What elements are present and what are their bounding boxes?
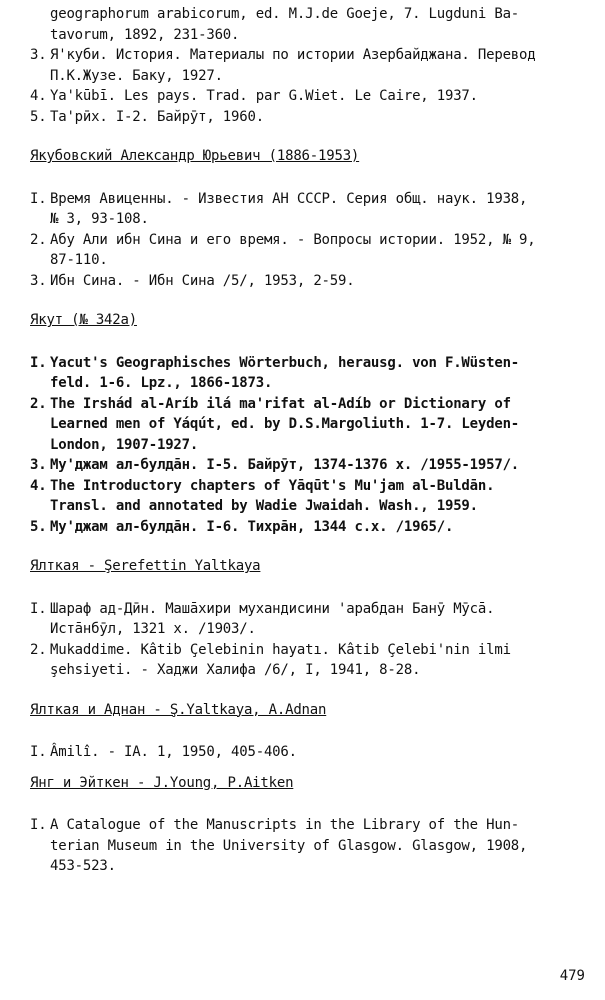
entry-line: Ибн Сина. - Ибн Сина /5/, 1953, 2-59. bbox=[50, 272, 355, 289]
entry-line: Âmilî. - IA. 1, 1950, 405-406. bbox=[50, 744, 297, 760]
entry-line: Му'джам ал-булдāн. I-5. Байрӯт, 1374-1376 х. /1955-1957/. bbox=[50, 457, 520, 473]
entry-line: geographorum arabicorum, ed. M.J.de Goeje, 7. Lugduni Ba- bbox=[50, 6, 520, 22]
entry-number: I. bbox=[30, 817, 47, 833]
entry-number: 2. bbox=[30, 641, 47, 658]
author-section bbox=[30, 773, 595, 877]
entry-line: Ya'kūbī. Les pays. Trad. par G.Wiet. Le Caire, 1937. bbox=[50, 88, 478, 104]
entry-line: Время Авиценны. - Известия АН СССР. Серия общ. наук. 1938, bbox=[50, 190, 528, 207]
author-heading: Ялткая и Аднан - Ş.Yaltkaya, A.Adnan bbox=[30, 701, 327, 718]
entry-number: 4. bbox=[30, 88, 47, 104]
entry-line: şehsiyeti. - Хаджи Халифа /6/, I, 1941, 8-28. bbox=[50, 662, 421, 678]
entry-line: Mukaddime. Kâtib Çelebinin hayatı. Kâtib Çelebi'nin ilmi bbox=[50, 641, 511, 658]
author-section bbox=[30, 556, 595, 681]
entry-line: London, 1907-1927. bbox=[50, 436, 199, 453]
entry-number: 3. bbox=[30, 457, 47, 473]
author-heading: Янг и Эйткен - J.Young, P.Aitken bbox=[30, 774, 294, 791]
author-section bbox=[30, 310, 595, 537]
bib-entry bbox=[30, 107, 595, 128]
bib-entry bbox=[30, 271, 595, 292]
entry-line: Му'джам ал-булдāн. I-6. Тихрāн, 1344 с.х. /1965/. bbox=[50, 518, 454, 535]
bib-entry bbox=[30, 189, 595, 230]
entry-line: Абу Али ибн Сина и его время. - Вопросы истории. 1952, № 9, bbox=[50, 231, 536, 248]
bib-entry bbox=[30, 45, 595, 86]
bib-entry bbox=[30, 86, 595, 107]
bib-entry bbox=[30, 230, 595, 271]
bib-entry bbox=[30, 476, 595, 517]
bibliography-page bbox=[30, 4, 595, 877]
author-section bbox=[30, 146, 595, 291]
entry-number: 5. bbox=[30, 108, 47, 125]
bib-entry bbox=[30, 517, 595, 538]
entry-line: Я'куби. История. Материалы по истории Азербайджана. Перевод bbox=[50, 47, 536, 63]
entry-line: Transl. and annotated by Wadie Jwaidah. Wash., 1959. bbox=[50, 498, 478, 514]
entry-line: Yacut's Geographisches Wörterbuch, herausg. von F.Wüsten- bbox=[50, 354, 520, 371]
entry-number: 3. bbox=[30, 47, 47, 63]
author-heading: Якубовский Александр Юрьевич (1886-1953) bbox=[30, 148, 360, 164]
entry-line: Шараф ад-Дӣн. Машāхири мухандисини 'арабдан Банӯ Мӯсā. bbox=[50, 600, 495, 617]
entry-line: 87-110. bbox=[50, 252, 108, 268]
entry-line: Learned men of Yáqút, ed. by D.S.Margoliuth. 1-7. Leyden- bbox=[50, 416, 520, 432]
bib-entry bbox=[30, 599, 595, 640]
entry-number: 3. bbox=[30, 272, 47, 289]
entry-number: I. bbox=[30, 190, 47, 207]
entry-line: tavorum, 1892, 231-360. bbox=[50, 26, 240, 43]
bib-entry bbox=[30, 640, 595, 681]
entry-line: A Catalogue of the Manuscripts in the Library of the Hun- bbox=[50, 817, 520, 833]
page-number: 479 bbox=[559, 968, 585, 984]
entry-line: feld. 1-6. Lpz., 1866-1873. bbox=[50, 375, 273, 391]
entry-line: The Irshád al-Aríb ilá ma'rifat al-Adíb or Dictionary of bbox=[50, 395, 511, 412]
bib-entry bbox=[30, 353, 595, 394]
bib-entry-continued bbox=[30, 4, 595, 45]
author-heading: Ялткая - Şerefettin Yaltkaya bbox=[30, 558, 261, 574]
entry-line: 453-523. bbox=[50, 858, 116, 874]
entry-line: № 3, 93-108. bbox=[50, 211, 149, 227]
entry-line: terian Museum in the University of Glasgow. Glasgow, 1908, bbox=[50, 837, 528, 854]
bib-entry bbox=[30, 394, 595, 456]
entry-number: 5. bbox=[30, 518, 47, 535]
author-section bbox=[30, 700, 595, 763]
entry-number: 4. bbox=[30, 477, 47, 494]
entry-line: Истāнбӯл, 1321 х. /1903/. bbox=[50, 621, 256, 637]
entry-number: 2. bbox=[30, 395, 47, 412]
entry-number: I. bbox=[30, 600, 47, 617]
bib-entry bbox=[30, 455, 595, 476]
author-heading: Якут (№ 342а) bbox=[30, 312, 137, 328]
bib-entry bbox=[30, 742, 595, 763]
entry-line: Та'рӣх. I-2. Байрӯт, 1960. bbox=[50, 108, 264, 125]
entry-number: I. bbox=[30, 744, 47, 760]
entry-number: I. bbox=[30, 354, 47, 371]
entry-line: The Introductory chapters of Yāqūt's Mu'jam al-Buldān. bbox=[50, 477, 495, 494]
continued-entries bbox=[30, 4, 595, 127]
entry-number: 2. bbox=[30, 231, 47, 248]
entry-line: П.К.Жузе. Баку, 1927. bbox=[50, 67, 223, 84]
bib-entry bbox=[30, 815, 595, 877]
